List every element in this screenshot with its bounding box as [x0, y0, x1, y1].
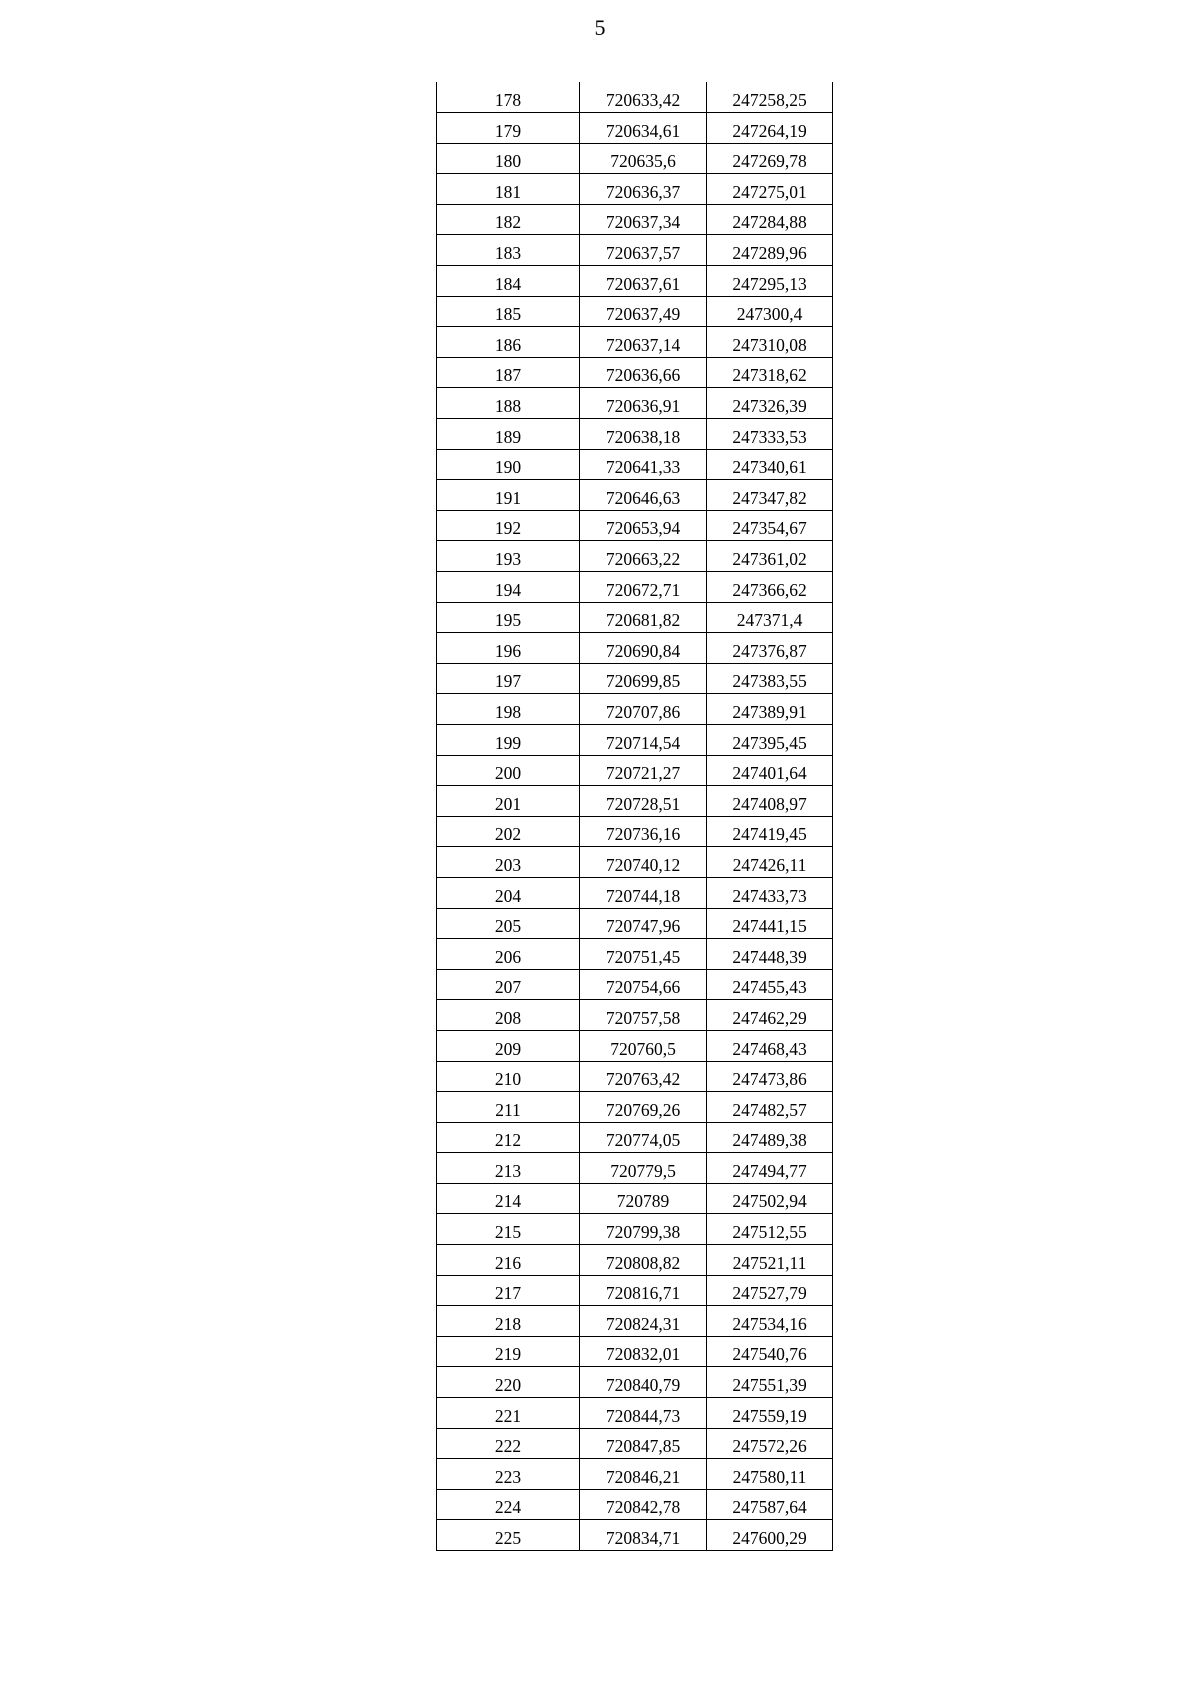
y-coordinate-cell: 247354,67 — [707, 510, 833, 541]
y-coordinate-cell: 247340,61 — [707, 449, 833, 480]
point-number-cell: 216 — [437, 1245, 580, 1276]
point-number-cell: 210 — [437, 1061, 580, 1092]
point-number-cell: 225 — [437, 1520, 580, 1551]
table-row — [437, 1459, 833, 1490]
y-coordinate-cell: 247401,64 — [707, 755, 833, 786]
y-coordinate-cell: 247551,39 — [707, 1367, 833, 1398]
table-row — [437, 724, 833, 755]
x-coordinate-cell: 720690,84 — [580, 633, 707, 664]
x-coordinate-cell: 720816,71 — [580, 1275, 707, 1306]
table-row — [437, 755, 833, 786]
x-coordinate-cell: 720747,96 — [580, 908, 707, 939]
y-coordinate-cell: 247527,79 — [707, 1275, 833, 1306]
y-coordinate-cell: 247269,78 — [707, 143, 833, 174]
y-coordinate-cell: 247264,19 — [707, 113, 833, 144]
point-number-cell: 182 — [437, 204, 580, 235]
page-number: 5 — [594, 15, 606, 40]
coordinates-table — [436, 82, 833, 1551]
x-coordinate-cell: 720637,34 — [580, 204, 707, 235]
point-number-cell: 224 — [437, 1489, 580, 1520]
x-coordinate-cell: 720633,42 — [580, 82, 707, 113]
table-row — [437, 816, 833, 847]
y-coordinate-cell: 247258,25 — [707, 82, 833, 113]
table-row — [437, 419, 833, 450]
table-row — [437, 1520, 833, 1551]
y-coordinate-cell: 247361,02 — [707, 541, 833, 572]
y-coordinate-cell: 247371,4 — [707, 602, 833, 633]
x-coordinate-cell: 720834,71 — [580, 1520, 707, 1551]
table-row — [437, 541, 833, 572]
table-row — [437, 908, 833, 939]
y-coordinate-cell: 247408,97 — [707, 786, 833, 817]
point-number-cell: 213 — [437, 1153, 580, 1184]
table-row — [437, 480, 833, 511]
x-coordinate-cell: 720736,16 — [580, 816, 707, 847]
x-coordinate-cell: 720721,27 — [580, 755, 707, 786]
x-coordinate-cell: 720637,49 — [580, 296, 707, 327]
y-coordinate-cell: 247383,55 — [707, 663, 833, 694]
point-number-cell: 191 — [437, 480, 580, 511]
point-number-cell: 219 — [437, 1336, 580, 1367]
table-row — [437, 1122, 833, 1153]
point-number-cell: 183 — [437, 235, 580, 266]
table-row — [437, 143, 833, 174]
y-coordinate-cell: 247433,73 — [707, 877, 833, 908]
point-number-cell: 196 — [437, 633, 580, 664]
y-coordinate-cell: 247521,11 — [707, 1245, 833, 1276]
table-row — [437, 939, 833, 970]
y-coordinate-cell: 247502,94 — [707, 1183, 833, 1214]
x-coordinate-cell: 720744,18 — [580, 877, 707, 908]
table-row — [437, 847, 833, 878]
y-coordinate-cell: 247318,62 — [707, 357, 833, 388]
point-number-cell: 198 — [437, 694, 580, 725]
x-coordinate-cell: 720760,5 — [580, 1030, 707, 1061]
point-number-cell: 190 — [437, 449, 580, 480]
table-row — [437, 174, 833, 205]
y-coordinate-cell: 247587,64 — [707, 1489, 833, 1520]
point-number-cell: 222 — [437, 1428, 580, 1459]
point-number-cell: 201 — [437, 786, 580, 817]
x-coordinate-cell: 720636,37 — [580, 174, 707, 205]
table-row — [437, 1367, 833, 1398]
y-coordinate-cell: 247534,16 — [707, 1306, 833, 1337]
table-row — [437, 1336, 833, 1367]
table-row — [437, 694, 833, 725]
point-number-cell: 205 — [437, 908, 580, 939]
y-coordinate-cell: 247572,26 — [707, 1428, 833, 1459]
table-row — [437, 663, 833, 694]
x-coordinate-cell: 720842,78 — [580, 1489, 707, 1520]
x-coordinate-cell: 720832,01 — [580, 1336, 707, 1367]
x-coordinate-cell: 720638,18 — [580, 419, 707, 450]
y-coordinate-cell: 247540,76 — [707, 1336, 833, 1367]
y-coordinate-cell: 247489,38 — [707, 1122, 833, 1153]
y-coordinate-cell: 247389,91 — [707, 694, 833, 725]
point-number-cell: 195 — [437, 602, 580, 633]
table-row — [437, 1153, 833, 1184]
table-row — [437, 113, 833, 144]
x-coordinate-cell: 720740,12 — [580, 847, 707, 878]
x-coordinate-cell: 720754,66 — [580, 969, 707, 1000]
y-coordinate-cell: 247376,87 — [707, 633, 833, 664]
point-number-cell: 207 — [437, 969, 580, 1000]
point-number-cell: 181 — [437, 174, 580, 205]
x-coordinate-cell: 720847,85 — [580, 1428, 707, 1459]
table-row — [437, 1061, 833, 1092]
y-coordinate-cell: 247275,01 — [707, 174, 833, 205]
x-coordinate-cell: 720646,63 — [580, 480, 707, 511]
y-coordinate-cell: 247333,53 — [707, 419, 833, 450]
y-coordinate-cell: 247482,57 — [707, 1092, 833, 1123]
point-number-cell: 218 — [437, 1306, 580, 1337]
table-row — [437, 357, 833, 388]
table-row — [437, 235, 833, 266]
point-number-cell: 200 — [437, 755, 580, 786]
table-row — [437, 1092, 833, 1123]
point-number-cell: 188 — [437, 388, 580, 419]
y-coordinate-cell: 247559,19 — [707, 1398, 833, 1429]
table-row — [437, 449, 833, 480]
point-number-cell: 221 — [437, 1398, 580, 1429]
x-coordinate-cell: 720789 — [580, 1183, 707, 1214]
point-number-cell: 194 — [437, 572, 580, 603]
table-row — [437, 1030, 833, 1061]
point-number-cell: 208 — [437, 1000, 580, 1031]
x-coordinate-cell: 720844,73 — [580, 1398, 707, 1429]
y-coordinate-cell: 247600,29 — [707, 1520, 833, 1551]
x-coordinate-cell: 720681,82 — [580, 602, 707, 633]
table-row — [437, 602, 833, 633]
point-number-cell: 192 — [437, 510, 580, 541]
table-row — [437, 1275, 833, 1306]
point-number-cell: 189 — [437, 419, 580, 450]
x-coordinate-cell: 720641,33 — [580, 449, 707, 480]
y-coordinate-cell: 247455,43 — [707, 969, 833, 1000]
coordinates-table-body — [437, 82, 833, 1551]
x-coordinate-cell: 720751,45 — [580, 939, 707, 970]
table-row — [437, 786, 833, 817]
table-row — [437, 1245, 833, 1276]
point-number-cell: 197 — [437, 663, 580, 694]
point-number-cell: 193 — [437, 541, 580, 572]
x-coordinate-cell: 720779,5 — [580, 1153, 707, 1184]
x-coordinate-cell: 720637,57 — [580, 235, 707, 266]
point-number-cell: 178 — [437, 82, 580, 113]
x-coordinate-cell: 720637,14 — [580, 327, 707, 358]
y-coordinate-cell: 247473,86 — [707, 1061, 833, 1092]
table-row — [437, 1183, 833, 1214]
x-coordinate-cell: 720799,38 — [580, 1214, 707, 1245]
point-number-cell: 209 — [437, 1030, 580, 1061]
y-coordinate-cell: 247494,77 — [707, 1153, 833, 1184]
table-row — [437, 510, 833, 541]
x-coordinate-cell: 720840,79 — [580, 1367, 707, 1398]
table-row — [437, 82, 833, 113]
x-coordinate-cell: 720774,05 — [580, 1122, 707, 1153]
x-coordinate-cell: 720824,31 — [580, 1306, 707, 1337]
y-coordinate-cell: 247326,39 — [707, 388, 833, 419]
table-row — [437, 296, 833, 327]
table-row — [437, 1428, 833, 1459]
y-coordinate-cell: 247426,11 — [707, 847, 833, 878]
point-number-cell: 215 — [437, 1214, 580, 1245]
point-number-cell: 214 — [437, 1183, 580, 1214]
x-coordinate-cell: 720636,66 — [580, 357, 707, 388]
x-coordinate-cell: 720636,91 — [580, 388, 707, 419]
point-number-cell: 211 — [437, 1092, 580, 1123]
point-number-cell: 223 — [437, 1459, 580, 1490]
table-row — [437, 388, 833, 419]
x-coordinate-cell: 720707,86 — [580, 694, 707, 725]
x-coordinate-cell: 720846,21 — [580, 1459, 707, 1490]
table-row — [437, 1489, 833, 1520]
x-coordinate-cell: 720728,51 — [580, 786, 707, 817]
point-number-cell: 203 — [437, 847, 580, 878]
point-number-cell: 217 — [437, 1275, 580, 1306]
y-coordinate-cell: 247468,43 — [707, 1030, 833, 1061]
y-coordinate-cell: 247289,96 — [707, 235, 833, 266]
y-coordinate-cell: 247347,82 — [707, 480, 833, 511]
point-number-cell: 206 — [437, 939, 580, 970]
x-coordinate-cell: 720635,6 — [580, 143, 707, 174]
x-coordinate-cell: 720637,61 — [580, 266, 707, 297]
point-number-cell: 187 — [437, 357, 580, 388]
y-coordinate-cell: 247310,08 — [707, 327, 833, 358]
table-row — [437, 1214, 833, 1245]
y-coordinate-cell: 247284,88 — [707, 204, 833, 235]
y-coordinate-cell: 247448,39 — [707, 939, 833, 970]
y-coordinate-cell: 247366,62 — [707, 572, 833, 603]
point-number-cell: 220 — [437, 1367, 580, 1398]
x-coordinate-cell: 720653,94 — [580, 510, 707, 541]
y-coordinate-cell: 247300,4 — [707, 296, 833, 327]
table-row — [437, 572, 833, 603]
x-coordinate-cell: 720757,58 — [580, 1000, 707, 1031]
point-number-cell: 212 — [437, 1122, 580, 1153]
x-coordinate-cell: 720672,71 — [580, 572, 707, 603]
table-row — [437, 1000, 833, 1031]
x-coordinate-cell: 720763,42 — [580, 1061, 707, 1092]
x-coordinate-cell: 720663,22 — [580, 541, 707, 572]
point-number-cell: 179 — [437, 113, 580, 144]
x-coordinate-cell: 720714,54 — [580, 724, 707, 755]
y-coordinate-cell: 247395,45 — [707, 724, 833, 755]
point-number-cell: 186 — [437, 327, 580, 358]
point-number-cell: 199 — [437, 724, 580, 755]
x-coordinate-cell: 720634,61 — [580, 113, 707, 144]
x-coordinate-cell: 720769,26 — [580, 1092, 707, 1123]
point-number-cell: 204 — [437, 877, 580, 908]
y-coordinate-cell: 247580,11 — [707, 1459, 833, 1490]
point-number-cell: 180 — [437, 143, 580, 174]
x-coordinate-cell: 720808,82 — [580, 1245, 707, 1276]
table-row — [437, 877, 833, 908]
table-row — [437, 266, 833, 297]
point-number-cell: 202 — [437, 816, 580, 847]
table-row — [437, 1306, 833, 1337]
table-row — [437, 633, 833, 664]
y-coordinate-cell: 247512,55 — [707, 1214, 833, 1245]
point-number-cell: 185 — [437, 296, 580, 327]
y-coordinate-cell: 247419,45 — [707, 816, 833, 847]
point-number-cell: 184 — [437, 266, 580, 297]
y-coordinate-cell: 247295,13 — [707, 266, 833, 297]
x-coordinate-cell: 720699,85 — [580, 663, 707, 694]
y-coordinate-cell: 247441,15 — [707, 908, 833, 939]
table-row — [437, 969, 833, 1000]
y-coordinate-cell: 247462,29 — [707, 1000, 833, 1031]
table-row — [437, 1398, 833, 1429]
table-row — [437, 327, 833, 358]
table-row — [437, 204, 833, 235]
